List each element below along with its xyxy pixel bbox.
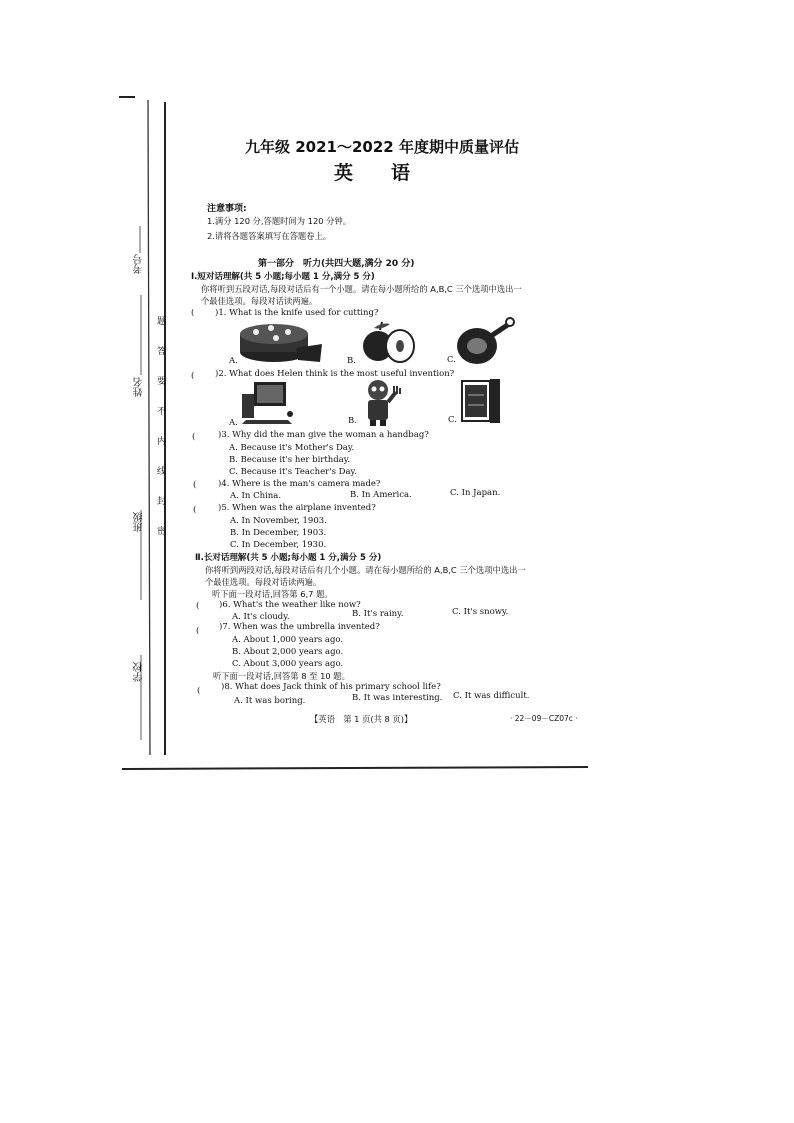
note-item: 1.满分 120 分,答题时间为 120 分钟。 xyxy=(207,216,352,226)
answer-paren: ( xyxy=(192,432,196,442)
ham-icon xyxy=(455,316,517,366)
answer-paren: ( xyxy=(197,686,201,696)
question-5: )5. When was the airplane invented? xyxy=(218,503,376,513)
option-label: B. xyxy=(348,416,357,426)
option: B. It's rainy. xyxy=(352,609,404,619)
option: B. In America. xyxy=(350,490,412,500)
subject-title: 英 语 xyxy=(334,162,411,184)
question-2: )2. What does Helen think is the most useful invention? xyxy=(215,369,455,379)
option-label: C. xyxy=(448,415,457,425)
option: B. In December, 1903. xyxy=(230,528,327,538)
option-label: C. xyxy=(447,355,456,365)
seal-char: 答 xyxy=(157,347,167,357)
section-instruction: 你将听到两段对话,每段对话后有几个小题。请在每小题所给的 A,B,C 三个选项中选出一 xyxy=(205,565,526,575)
notes-heading: 注意事项: xyxy=(207,204,247,214)
seal-char: 封 xyxy=(157,497,167,507)
seal-char: 密 xyxy=(157,527,167,537)
exam-code: · 22－09－CZ07c · xyxy=(510,714,578,723)
answer-paren: ( xyxy=(196,626,200,636)
fridge-icon xyxy=(456,377,504,425)
question-6: )6. What's the weather like now? xyxy=(219,600,361,610)
answer-paren: ( xyxy=(193,480,197,490)
question-3: )3. Why did the man give the woman a handbag? xyxy=(218,430,429,440)
apple-icon xyxy=(362,318,418,364)
option: A. About 1,000 years ago. xyxy=(232,635,344,645)
option-label: B. xyxy=(347,356,356,366)
part-title: 第一部分 听力(共四大题,满分 20 分) xyxy=(258,259,415,269)
robot-icon xyxy=(360,378,404,426)
option: A. Because it's Mother's Day. xyxy=(229,443,355,453)
answer-paren: ( xyxy=(193,505,197,515)
label-school: 学校 xyxy=(134,662,145,682)
answer-paren: ( xyxy=(191,371,195,381)
label-name: 姓名 xyxy=(134,377,145,397)
answer-paren: ( xyxy=(191,308,195,318)
option: C. In December, 1930. xyxy=(230,540,327,550)
page-number: 【英语 第 1 页(共 8 页)】 xyxy=(310,714,413,724)
option-label: A. xyxy=(229,418,238,428)
option: A. In November, 1903. xyxy=(230,516,327,526)
seal-char: 不 xyxy=(157,407,167,417)
seal-char: 题 xyxy=(157,317,167,327)
option-label: A. xyxy=(229,356,238,366)
option: A. It was boring. xyxy=(234,696,306,706)
option: C. It's snowy. xyxy=(452,607,509,617)
option: C. Because it's Teacher's Day. xyxy=(229,467,357,477)
note-item: 2.请将各题答案填写在答题卷上。 xyxy=(207,231,332,241)
section-title: Ⅰ.短对话理解(共 5 小题;每小题 1 分,满分 5 分) xyxy=(191,272,375,282)
question-7: )7. When was the umbrella invented? xyxy=(219,622,380,632)
exam-title: 九年级 2021～2022 年度期中质量评估 xyxy=(245,138,519,156)
seal-char: 线 xyxy=(157,467,167,477)
section-instruction: 你将听到五段对话,每段对话后有一个小题。请在每小题所给的 A,B,C 三个选项中选出一 xyxy=(201,284,522,294)
option: B. It was interesting. xyxy=(352,693,443,703)
section-instruction: 个最佳选项。每段对话读两遍。 xyxy=(205,577,322,587)
answer-paren: ( xyxy=(196,601,200,611)
question-1: )1. What is the knife used for cutting? xyxy=(215,308,379,318)
cake-icon xyxy=(236,318,326,366)
label-exam-no: 考号 xyxy=(134,254,145,274)
listen-instruction: 听下面一段对话,回答第 8 至 10 题。 xyxy=(213,671,350,681)
option: C. In Japan. xyxy=(450,488,501,498)
option: B. About 2,000 years ago. xyxy=(232,647,344,657)
seal-char: 内 xyxy=(157,437,167,447)
option: C. About 3,000 years ago. xyxy=(232,659,344,669)
option: A. In China. xyxy=(230,491,282,501)
computer-icon xyxy=(238,380,298,424)
seal-char: 要 xyxy=(157,377,167,387)
question-8: )8. What does Jack think of his primary school life? xyxy=(221,682,441,692)
section-title: Ⅱ.长对话理解(共 5 小题;每小题 1 分,满分 5 分) xyxy=(195,553,382,563)
section-instruction: 个最佳选项。每段对话读两遍。 xyxy=(201,296,318,306)
option: C. It was difficult. xyxy=(453,691,530,701)
option: A. It's cloudy. xyxy=(232,612,290,622)
listen-instruction: 听下面一段对话,回答第 6,7 题。 xyxy=(212,589,333,599)
question-4: )4. Where is the man's camera made? xyxy=(218,479,381,489)
option: B. Because it's her birthday. xyxy=(229,455,351,465)
label-class: 班级 xyxy=(134,512,145,532)
